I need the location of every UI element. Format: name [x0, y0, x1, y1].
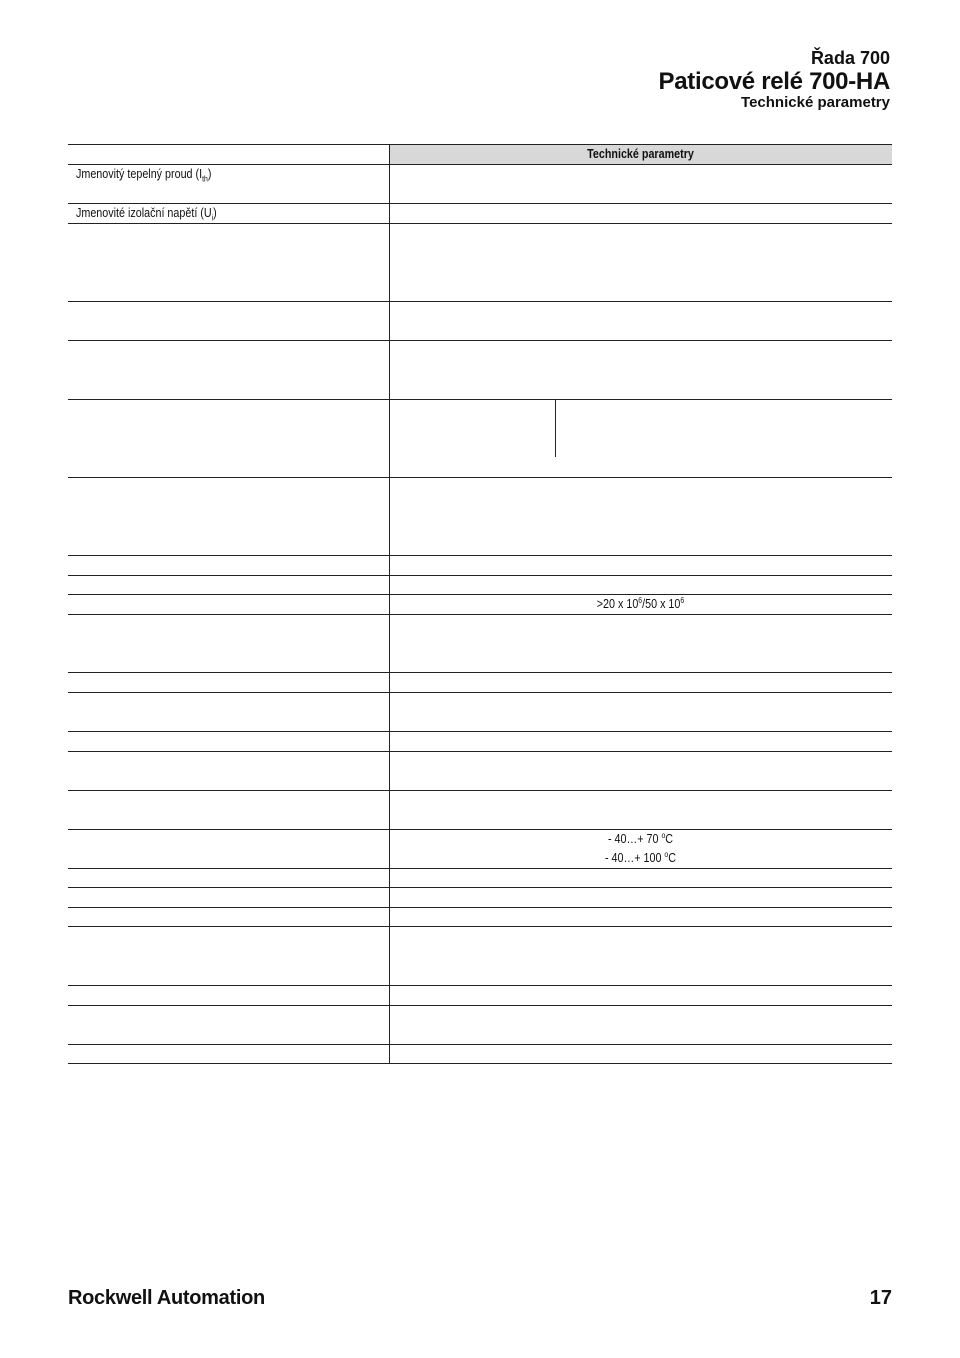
row-divider — [68, 1044, 892, 1045]
page-number: 17 — [869, 1287, 892, 1309]
row-value-mid: /50 x 10 — [642, 597, 681, 612]
row-label-subscript: i — [211, 213, 214, 223]
row-divider — [68, 203, 892, 204]
row-divider — [68, 731, 892, 732]
row-divider — [68, 301, 892, 302]
row-divider — [68, 477, 892, 478]
row-divider — [68, 887, 892, 888]
series-label: Řada 700 — [810, 48, 890, 68]
row-value-end: C — [668, 851, 677, 866]
table-column-header: Technické parametry — [587, 147, 694, 161]
row-divider — [68, 144, 892, 145]
row-value-text: - 40…+ 100 — [604, 851, 665, 866]
row-value-superscript: o — [664, 850, 669, 860]
row-value — [424, 594, 857, 614]
row-divider — [68, 594, 892, 595]
row-label-end: ) — [213, 206, 217, 221]
spec-table — [68, 144, 892, 1180]
row-value-superscript: 6 — [680, 595, 685, 605]
row-value-end: C — [665, 831, 674, 846]
column-divider — [389, 144, 390, 1063]
row-divider — [68, 1005, 892, 1006]
row-value-superscript: o — [661, 830, 666, 840]
page-title: Paticové relé 700-HA — [658, 68, 890, 95]
footer-brand: Rockwell Automation — [68, 1287, 265, 1309]
row-divider — [68, 829, 892, 830]
row-divider — [68, 907, 892, 908]
row-label-subscript: th — [202, 174, 208, 184]
row-divider — [68, 555, 892, 556]
row-divider — [68, 1063, 892, 1064]
row-divider — [68, 868, 892, 869]
row-value-superscript: 6 — [638, 595, 643, 605]
row-divider — [68, 575, 892, 576]
row-value-text: - 40…+ 70 — [607, 831, 662, 846]
row-label — [76, 203, 217, 223]
row-label-end: ) — [207, 167, 212, 181]
row-value — [424, 829, 857, 849]
frequency-divider — [555, 399, 556, 458]
row-label — [76, 164, 211, 184]
row-divider — [68, 692, 892, 693]
row-divider — [68, 223, 892, 224]
row-divider — [68, 340, 892, 341]
page-subtitle: Technické parametry — [741, 94, 890, 111]
row-value — [424, 848, 857, 868]
row-label-text: Jmenovité izolační napětí (U — [76, 206, 212, 221]
row-value-text: >20 x 10 — [596, 597, 639, 612]
row-divider — [68, 985, 892, 986]
row-divider — [68, 751, 892, 752]
row-divider — [68, 926, 892, 927]
row-divider — [68, 614, 892, 615]
row-divider — [68, 672, 892, 673]
row-divider — [68, 399, 892, 400]
row-divider — [68, 790, 892, 791]
row-label-text: Jmenovitý tepelný proud (I — [76, 167, 203, 181]
